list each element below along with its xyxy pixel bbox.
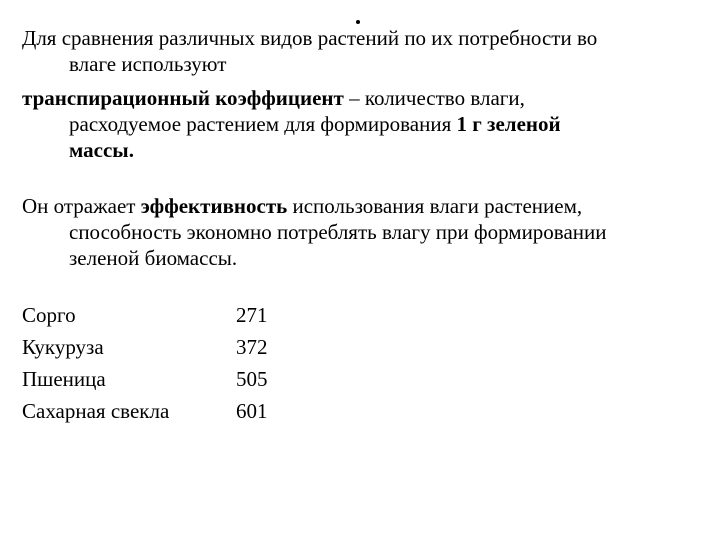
coefficient-table (22, 302, 322, 430)
efficiency-line-3: зеленой биомассы. (69, 246, 238, 270)
intro-line-2: влаге используют (69, 52, 227, 76)
definition-text-2: расходуемое растением для формирования (69, 112, 457, 136)
definition-line-2 (22, 111, 702, 137)
efficiency-paragraph (22, 193, 702, 271)
intro-line-1: Для сравнения различных видов растений по их потребности во (22, 26, 598, 50)
table-row (22, 398, 322, 430)
table-row (22, 302, 322, 334)
intro-paragraph (22, 25, 702, 77)
efficiency-text-start: Он отражает (22, 194, 141, 218)
efficiency-line-1 (22, 193, 702, 219)
term-transpiration-coefficient: транспирационный коэффициент (22, 86, 344, 110)
definition-line-3 (22, 137, 702, 163)
efficiency-line-2: способность экономно потреблять влагу при формировании (69, 220, 607, 244)
term-green-mass: 1 г зеленой (456, 112, 561, 136)
term-mass: массы. (69, 138, 134, 162)
crop-coefficient: 505 (236, 367, 268, 391)
crop-name: Сахарная свекла (22, 399, 170, 423)
definition-line-1 (22, 85, 702, 111)
bullet-dot (356, 20, 360, 24)
crop-name: Кукуруза (22, 335, 104, 359)
term-efficiency: эффективность (140, 194, 288, 218)
crop-name: Пшеница (22, 367, 106, 391)
crop-coefficient: 372 (236, 335, 268, 359)
definition-text-1: – количество влаги, (343, 86, 525, 110)
table-row (22, 366, 322, 398)
definition-paragraph (22, 85, 702, 163)
crop-coefficient: 601 (236, 399, 268, 423)
crop-coefficient: 271 (236, 303, 268, 327)
efficiency-text-rest: использования влаги растением, (287, 194, 583, 218)
table-row (22, 334, 322, 366)
crop-name: Сорго (22, 303, 76, 327)
